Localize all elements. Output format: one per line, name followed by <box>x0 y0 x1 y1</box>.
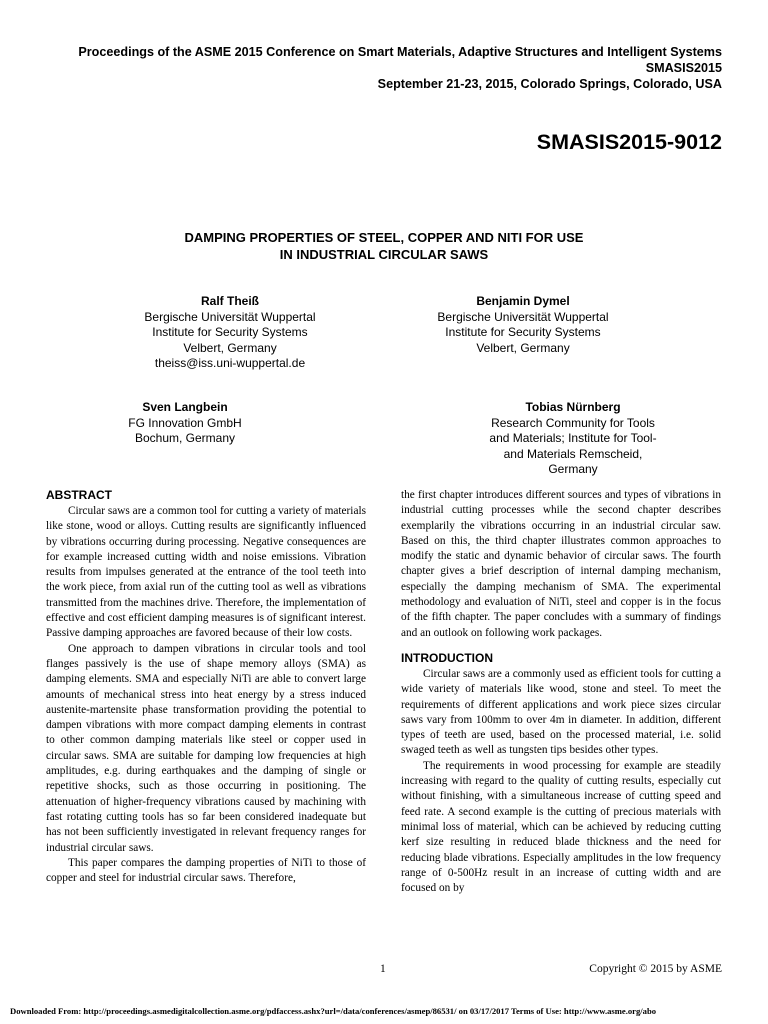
abstract-paragraph: One approach to dampen vibrations in circular tools and tool flanges passively is the use of shape memory alloys (SMA) as damping elements. SMA and especially NiTi are able to convert large amounts of mechanical stress into heat energy by a stress induced austenite-martensite phase transformation providing the potential to dampen vibrations with more compact damping elements in contrast to other common damping materials like steel or copper used in circular saws. SMA are suitable for damping low frequencies at high amplitudes, e.g. during earthquakes and the damping of single or repetitive shocks, such as those occurring in positioning. The attenuation of higher-frequency vibrations caused by machining with fast rotating cutting tools has so far been considered inadequate but has not been sufficiently investigated in relevant frequency ranges for industrial circular saws. <box>46 642 366 854</box>
paper-title-line-2: IN INDUSTRIAL CIRCULAR SAWS <box>279 247 489 262</box>
author-affiliation-line: Institute for Security Systems <box>152 325 308 339</box>
author-affiliation-line: Bergische Universität Wuppertal <box>437 309 609 324</box>
introduction-paragraph: Circular saws are a commonly used as efficient tools for cutting a wide variety of materials like wood, stone and steel. To meet the requirements of different applications and work piece sizes circular saws vary from 100mm to over 4m in diameter. In addition, different types of teeth are used, based on the processed material, i.e. solid swaged teeth as well as tungsten tips besides other types. <box>401 667 721 757</box>
author-email[interactable]: theiss@iss.uni-wuppertal.de <box>154 356 306 370</box>
page-number: 1 <box>380 963 386 975</box>
author-affiliation-line: Germany <box>548 462 598 476</box>
abstract-paragraph: This paper compares the damping properties of NiTi to those of copper and steel for industrial circular saws. Therefore, <box>46 856 366 885</box>
author-name: Ralf Theiß <box>200 294 259 308</box>
abstract-paragraph: Circular saws are a common tool for cutting a variety of materials like stone, wood or alloys. Cutting results are significantly influenced by vibrations occurring during processing. Negative consequences are for example increased cutting width and noise emissions. Vibration results from impulses generated at the entrance of the tool teeth into the work piece, from axial run of the cutting tool as well as vibrations transmitted from the machines drive. Therefore, the implementation of effective and cost efficient damping measures is of significant interest. Passive damping approaches are favored because of their low costs. <box>46 505 366 640</box>
author-affiliation-line: Institute for Security Systems <box>445 325 601 339</box>
abstract-continuation: the first chapter introduces different sources and types of vibrations in industrial cutting processes while the second chapter describes exemplarily the vibrations occurring in an industrial circular saw. Based on this, the third chapter illustrates common approaches to modify the static and dynamic behavior of circular saws. The fourth chapter gives a brief description of internal damping mechanism, especially the damping mechanism of SMA. The experimental methodology and evaluation of NiTi, steel and copper is in the focus of the fifth chapter. The paper concludes with a summary of findings and an outlook on following work packages. <box>401 489 721 639</box>
right-column <box>401 488 721 896</box>
author-name: Tobias Nürnberg <box>525 400 621 414</box>
author-block <box>55 400 315 447</box>
introduction-paragraph: The requirements in wood processing for example are steadily increasing with regard to the quality of cutting results, especially cut without finishing, with a simultaneous increase of cutting speed and feed rate. A second example is the cutting of precious materials with minimal loss of material, which can be achieved by reducing cutting kerf size resulting in reduced blade thickness and the need for reducing blade vibrations. Especially amplitudes in the low frequency range of 0-500Hz result in an increase of cutting width and are focused on by <box>401 759 721 895</box>
author-affiliation-line: and Materials; Institute for Tool- <box>489 431 657 445</box>
introduction-heading: INTRODUCTION <box>401 650 493 665</box>
conference-header <box>22 44 722 92</box>
paper-number: SMASIS2015-9012 <box>536 130 722 154</box>
author-affiliation-line: Bergische Universität Wuppertal <box>144 309 316 324</box>
author-block <box>443 400 703 478</box>
author-affiliation-line: Velbert, Germany <box>476 340 570 355</box>
download-notice[interactable]: Downloaded From: http://proceedings.asmedigitalcollection.asme.org/pdfaccess.ashx?url=/data/conferences/asmep/86531/ on 03/17/2017 Terms of Use: http://www.asme.org/abo <box>10 1006 657 1016</box>
abstract-heading: ABSTRACT <box>46 488 112 502</box>
left-column <box>46 488 366 886</box>
author-affiliation-line: FG Innovation GmbH <box>128 415 242 430</box>
author-affiliation-line: Velbert, Germany <box>183 340 277 355</box>
author-block <box>393 294 653 356</box>
conference-acronym: SMASIS2015 <box>645 61 722 75</box>
author-affiliation-line: Bochum, Germany <box>134 431 236 445</box>
conference-dates-location: September 21-23, 2015, Colorado Springs, Colorado, USA <box>377 77 722 91</box>
author-affiliation-line: and Materials Remscheid, <box>503 446 643 461</box>
author-name: Sven Langbein <box>142 400 228 414</box>
paper-title <box>0 229 768 263</box>
author-block <box>100 294 360 372</box>
author-affiliation-line: Research Community for Tools <box>491 415 655 430</box>
paper-title-line-1: DAMPING PROPERTIES OF STEEL, COPPER AND NITI FOR USE <box>184 230 584 245</box>
copyright-notice: Copyright © 2015 by ASME <box>589 963 722 975</box>
author-name: Benjamin Dymel <box>476 294 570 308</box>
conference-title: Proceedings of the ASME 2015 Conference on Smart Materials, Adaptive Structures and Intelligent Systems <box>78 45 722 59</box>
